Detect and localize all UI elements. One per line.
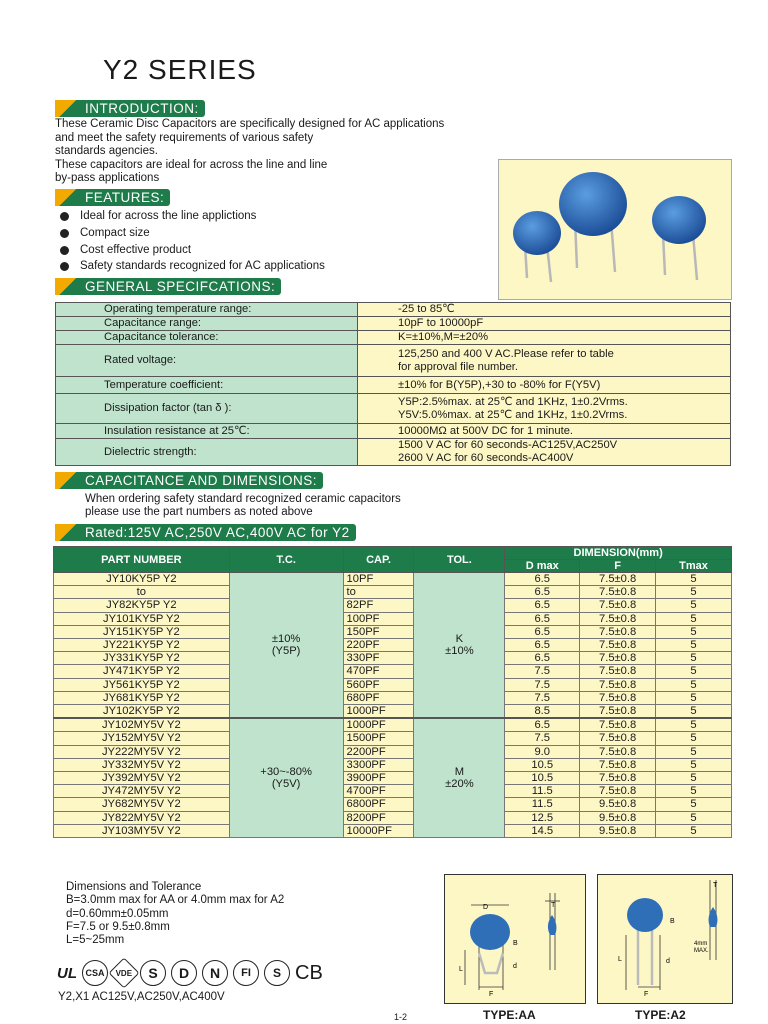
part-number-cell: JY392MY5V Y2 — [54, 772, 230, 785]
spec-row — [56, 345, 731, 377]
table-row — [54, 678, 732, 691]
dmax-cell: 7.5 — [505, 678, 580, 691]
part-number-cell: JY471KY5P Y2 — [54, 665, 230, 678]
dmax-cell: 6.5 — [505, 612, 580, 625]
intro-line: These capacitors are ideal for across the line and line — [55, 158, 328, 171]
tmax-cell: 5 — [656, 625, 732, 638]
tol-line: M — [454, 765, 465, 778]
part-number-cell: JY152MY5V Y2 — [54, 732, 230, 745]
part-number-cell: JY10KY5P Y2 — [54, 573, 230, 586]
table-row — [54, 612, 732, 625]
spec-row — [56, 303, 731, 317]
capacitor-illustration — [499, 160, 731, 299]
table-row — [54, 785, 732, 798]
dmax-cell: 11.5 — [505, 798, 580, 811]
dmax-cell: 7.5 — [505, 665, 580, 678]
tolerance-line: B=3.0mm max for AA or 4.0mm max for A2 — [66, 894, 285, 907]
csa-mark: CSA — [82, 960, 108, 986]
f-cell: 7.5±0.8 — [580, 772, 656, 785]
spec-row — [56, 377, 731, 394]
tol-line: ±10% — [445, 645, 474, 658]
dim-label-dd: d — [513, 963, 517, 970]
page-number: 1-2 — [394, 1012, 408, 1022]
cap-cell: 8200PF — [343, 811, 414, 824]
f-cell: 7.5±0.8 — [580, 691, 656, 704]
dim-label-b: B — [670, 918, 675, 925]
table-row — [54, 772, 732, 785]
intro-line: by-pass applications — [55, 172, 160, 184]
tc-line: (Y5P) — [271, 645, 301, 658]
f-cell: 7.5±0.8 — [580, 599, 656, 612]
nemko-mark: N — [202, 960, 228, 986]
dim-label-l: L — [459, 966, 463, 973]
tmax-cell: 5 — [656, 824, 732, 837]
spec-key: Operating temperature range: — [56, 303, 358, 317]
spec-key: Capacitance range: — [56, 317, 358, 331]
feature-item: Cost effective product — [60, 242, 325, 259]
section-tab-marker — [55, 472, 77, 489]
dmax-cell: 8.5 — [505, 705, 580, 719]
tolerance-line: F=7.5 or 9.5±0.8mm — [66, 920, 170, 933]
cap-cell: 470PF — [343, 665, 414, 678]
part-number-cell: JY151KY5P Y2 — [54, 625, 230, 638]
intro-line: These Ceramic Disc Capacitors are specifically designed for AC applications — [55, 118, 445, 130]
spec-value-line: 2600 V AC for 60 seconds-AC400V — [398, 452, 574, 464]
table-row — [54, 599, 732, 612]
cap-cell: 1000PF — [343, 718, 414, 732]
cap-cell: 1000PF — [343, 705, 414, 719]
tmax-cell: 5 — [656, 785, 732, 798]
f-cell: 9.5±0.8 — [580, 824, 656, 837]
part-number-cell: JY221KY5P Y2 — [54, 639, 230, 652]
tc-group-cell — [229, 573, 343, 719]
spec-row — [56, 439, 731, 466]
page-title: Y2 SERIES — [103, 54, 257, 85]
part-number-cell: JY822MY5V Y2 — [54, 811, 230, 824]
type-a2-diagram — [597, 874, 733, 1004]
section-tab-marker — [55, 524, 77, 541]
dim-label-b: B — [513, 940, 518, 947]
spec-row — [56, 317, 731, 331]
spec-key: Rated voltage: — [56, 345, 358, 377]
dim-label-d: D — [483, 904, 489, 911]
header-cap: CAP. — [343, 547, 414, 573]
spec-row — [56, 424, 731, 439]
dim-label-max: 4mm — [694, 941, 708, 947]
cap-cell: 680PF — [343, 691, 414, 704]
spec-value: -25 to 85℃ — [358, 303, 731, 317]
dmax-cell: 6.5 — [505, 639, 580, 652]
dim-label-t: T — [713, 882, 718, 889]
f-cell: 7.5±0.8 — [580, 785, 656, 798]
tmax-cell: 5 — [656, 758, 732, 771]
table-row — [54, 665, 732, 678]
spec-value: 10000MΩ at 500V DC for 1 minute. — [358, 424, 731, 439]
f-cell: 7.5±0.8 — [580, 612, 656, 625]
f-cell: 9.5±0.8 — [580, 811, 656, 824]
table-row — [54, 705, 732, 719]
table-row — [54, 824, 732, 837]
header-dmax: D max — [505, 560, 580, 573]
spec-value: K=±10%,M=±20% — [358, 331, 731, 345]
tmax-cell: 5 — [656, 691, 732, 704]
dmax-cell: 6.5 — [505, 599, 580, 612]
spec-key: Temperature coefficient: — [56, 377, 358, 394]
f-cell: 7.5±0.8 — [580, 732, 656, 745]
dmax-cell: 10.5 — [505, 758, 580, 771]
section-tab-marker — [55, 189, 77, 206]
tmax-cell: 5 — [656, 586, 732, 599]
table-row — [54, 691, 732, 704]
cap-cell: 1500PF — [343, 732, 414, 745]
f-cell: 7.5±0.8 — [580, 745, 656, 758]
cap-cell: to — [343, 586, 414, 599]
dmax-cell: 6.5 — [505, 573, 580, 586]
tol-group-cell — [414, 718, 505, 837]
part-number-cell: JY102KY5P Y2 — [54, 705, 230, 719]
feature-item: Ideal for across the line applictions — [60, 208, 325, 225]
dmax-cell: 6.5 — [505, 718, 580, 732]
dim-label-f: F — [489, 991, 494, 998]
table-row — [54, 718, 732, 732]
part-number-cell: JY101KY5P Y2 — [54, 612, 230, 625]
dim-label-t: T — [551, 902, 556, 909]
part-number-cell: JY102MY5V Y2 — [54, 718, 230, 732]
tmax-cell: 5 — [656, 772, 732, 785]
f-cell: 7.5±0.8 — [580, 639, 656, 652]
vde-text: VDE — [115, 968, 133, 978]
spec-key: Dielectric strength: — [56, 439, 358, 466]
section-label: INTRODUCTION: — [77, 100, 205, 117]
section-tab-marker — [55, 100, 77, 117]
spec-key: Dissipation factor (tan δ ): — [56, 394, 358, 424]
part-number-cell: JY472MY5V Y2 — [54, 785, 230, 798]
section-tab-marker — [55, 278, 77, 295]
f-cell: 7.5±0.8 — [580, 586, 656, 599]
tmax-cell: 5 — [656, 718, 732, 732]
type-a2-label: TYPE:A2 — [635, 1008, 686, 1022]
f-cell: 7.5±0.8 — [580, 718, 656, 732]
intro-line: and meet the safety requirements of various safety — [55, 131, 314, 144]
table-row — [54, 758, 732, 771]
spec-value-line: 125,250 and 400 V AC.Please refer to table — [398, 347, 614, 360]
part-number-cell: JY681KY5P Y2 — [54, 691, 230, 704]
table-row — [54, 625, 732, 638]
tol-group-cell — [414, 573, 505, 719]
section-label: GENERAL SPECIFCATIONS: — [77, 278, 281, 295]
semko-mark: S — [140, 960, 166, 986]
section-label: FEATURES: — [77, 189, 170, 206]
cap-cell: 220PF — [343, 639, 414, 652]
demko-mark: D — [171, 960, 197, 986]
spec-value — [358, 439, 731, 466]
tmax-cell: 5 — [656, 612, 732, 625]
part-number-table — [53, 546, 732, 838]
cap-cell: 330PF — [343, 652, 414, 665]
spec-row — [56, 394, 731, 424]
vde-mark — [108, 957, 139, 988]
order-note — [85, 493, 401, 519]
section-header-features — [55, 189, 170, 206]
tolerance-line: Dimensions and Tolerance — [66, 881, 202, 893]
dmax-cell: 10.5 — [505, 772, 580, 785]
tmax-cell: 5 — [656, 652, 732, 665]
spec-value-line: Y5P:2.5%max. at 25℃ and 1KHz, 1±0.2Vrms. — [398, 395, 628, 408]
header-f: F — [580, 560, 656, 573]
tolerance-line: L=5~25mm — [66, 934, 125, 947]
intro-text — [55, 118, 444, 186]
order-note-line: When ordering safety standard recognized ceramic capacitors — [85, 493, 401, 505]
table-row — [54, 573, 732, 586]
dimension-tolerance-notes — [66, 881, 284, 947]
feature-item: Compact size — [60, 225, 325, 242]
type-a2-drawing — [598, 875, 732, 1003]
f-cell: 7.5±0.8 — [580, 678, 656, 691]
f-cell: 7.5±0.8 — [580, 665, 656, 678]
dmax-cell: 6.5 — [505, 625, 580, 638]
certification-logos — [57, 960, 323, 986]
part-number-cell: JY222MY5V Y2 — [54, 745, 230, 758]
tmax-cell: 5 — [656, 665, 732, 678]
tmax-cell: 5 — [656, 745, 732, 758]
tc-line: +30~-80% — [260, 765, 312, 778]
type-aa-drawing — [445, 875, 585, 1003]
spec-value — [358, 345, 731, 377]
cap-cell: 2200PF — [343, 745, 414, 758]
tmax-cell: 5 — [656, 705, 732, 719]
part-table-body — [54, 573, 732, 838]
table-row — [54, 586, 732, 599]
cb-mark: CB — [295, 961, 323, 984]
tolerance-line: d=0.60mm±0.05mm — [66, 907, 169, 920]
spec-key: Insulation resistance at 25℃: — [56, 424, 358, 439]
tmax-cell: 5 — [656, 678, 732, 691]
spec-value: 10pF to 10000pF — [358, 317, 731, 331]
cap-cell: 10PF — [343, 573, 414, 586]
spec-key: Capacitance tolerance: — [56, 331, 358, 345]
table-row — [54, 732, 732, 745]
f-cell: 7.5±0.8 — [580, 705, 656, 719]
fimko-mark: FI — [233, 960, 259, 986]
section-header-rated — [55, 524, 356, 541]
dim-label-dd: d — [666, 958, 670, 965]
section-header-capacitance-dimensions — [55, 472, 323, 489]
spec-value-line: 1500 V AC for 60 seconds-AC125V,AC250V — [398, 439, 618, 451]
cap-cell: 82PF — [343, 599, 414, 612]
part-number-cell: JY331KY5P Y2 — [54, 652, 230, 665]
type-aa-diagram — [444, 874, 586, 1004]
part-number-cell: JY82KY5P Y2 — [54, 599, 230, 612]
header-part-number: PART NUMBER — [54, 547, 230, 573]
dmax-cell: 6.5 — [505, 586, 580, 599]
f-cell: 7.5±0.8 — [580, 625, 656, 638]
table-row — [54, 811, 732, 824]
tc-line: (Y5V) — [271, 778, 301, 791]
cap-cell: 10000PF — [343, 824, 414, 837]
intro-line: standards agencies. — [55, 145, 158, 157]
spec-value — [358, 394, 731, 424]
cert-caption: Y2,X1 AC125V,AC250V,AC400V — [58, 991, 225, 1003]
table-row — [54, 745, 732, 758]
header-tc: T.C. — [229, 547, 343, 573]
cap-cell: 100PF — [343, 612, 414, 625]
capacitor-photo — [498, 159, 732, 300]
dmax-cell: 11.5 — [505, 785, 580, 798]
cap-cell: 560PF — [343, 678, 414, 691]
header-tol: TOL. — [414, 547, 505, 573]
header-dimension: DIMENSION(mm) — [505, 547, 732, 560]
dim-label-max2: MAX. — [694, 948, 709, 954]
feature-item: Safety standards recognized for AC applications — [60, 258, 325, 275]
tmax-cell: 5 — [656, 732, 732, 745]
cap-cell: 3300PF — [343, 758, 414, 771]
table-row — [54, 639, 732, 652]
dmax-cell: 6.5 — [505, 652, 580, 665]
feature-list — [60, 208, 325, 275]
general-spec-table — [55, 302, 731, 466]
cap-cell: 4700PF — [343, 785, 414, 798]
tol-line: K — [455, 632, 464, 645]
ul-mark: UL — [57, 964, 77, 982]
part-number-cell: JY682MY5V Y2 — [54, 798, 230, 811]
f-cell: 9.5±0.8 — [580, 798, 656, 811]
header-tmax: Tmax — [656, 560, 732, 573]
type-aa-label: TYPE:AA — [483, 1008, 536, 1022]
tmax-cell: 5 — [656, 798, 732, 811]
f-cell: 7.5±0.8 — [580, 758, 656, 771]
section-label: CAPACITANCE AND DIMENSIONS: — [77, 472, 323, 489]
tmax-cell: 5 — [656, 811, 732, 824]
tol-line: ±20% — [445, 778, 474, 791]
cap-cell: 6800PF — [343, 798, 414, 811]
tc-group-cell — [229, 718, 343, 837]
section-header-general-specifications — [55, 278, 281, 295]
cap-cell: 3900PF — [343, 772, 414, 785]
dim-label-l: L — [618, 956, 622, 963]
dmax-cell: 12.5 — [505, 811, 580, 824]
table-row — [54, 652, 732, 665]
dim-label-f: F — [644, 991, 649, 998]
f-cell: 7.5±0.8 — [580, 652, 656, 665]
dmax-cell: 7.5 — [505, 691, 580, 704]
section-header-introduction — [55, 100, 205, 117]
spec-value: ±10% for B(Y5P),+30 to -80% for F(Y5V) — [358, 377, 731, 394]
part-number-cell: JY103MY5V Y2 — [54, 824, 230, 837]
table-row — [54, 798, 732, 811]
spec-value-line: for approval file number. — [398, 360, 519, 373]
dmax-cell: 9.0 — [505, 745, 580, 758]
part-number-cell: JY561KY5P Y2 — [54, 678, 230, 691]
tc-line: ±10% — [271, 632, 301, 645]
dmax-cell: 7.5 — [505, 732, 580, 745]
sev-mark: S — [264, 960, 290, 986]
part-number-cell: to — [54, 586, 230, 599]
tmax-cell: 5 — [656, 639, 732, 652]
dmax-cell: 14.5 — [505, 824, 580, 837]
order-note-line: please use the part numbers as noted above — [85, 506, 313, 518]
f-cell: 7.5±0.8 — [580, 573, 656, 586]
section-label: Rated:125V AC,250V AC,400V AC for Y2 — [77, 524, 356, 541]
spec-row — [56, 331, 731, 345]
spec-value-line: Y5V:5.0%max. at 25℃ and 1KHz, 1±0.2Vrms. — [398, 408, 628, 421]
tmax-cell: 5 — [656, 599, 732, 612]
cap-cell: 150PF — [343, 625, 414, 638]
part-number-cell: JY332MY5V Y2 — [54, 758, 230, 771]
tmax-cell: 5 — [656, 573, 732, 586]
